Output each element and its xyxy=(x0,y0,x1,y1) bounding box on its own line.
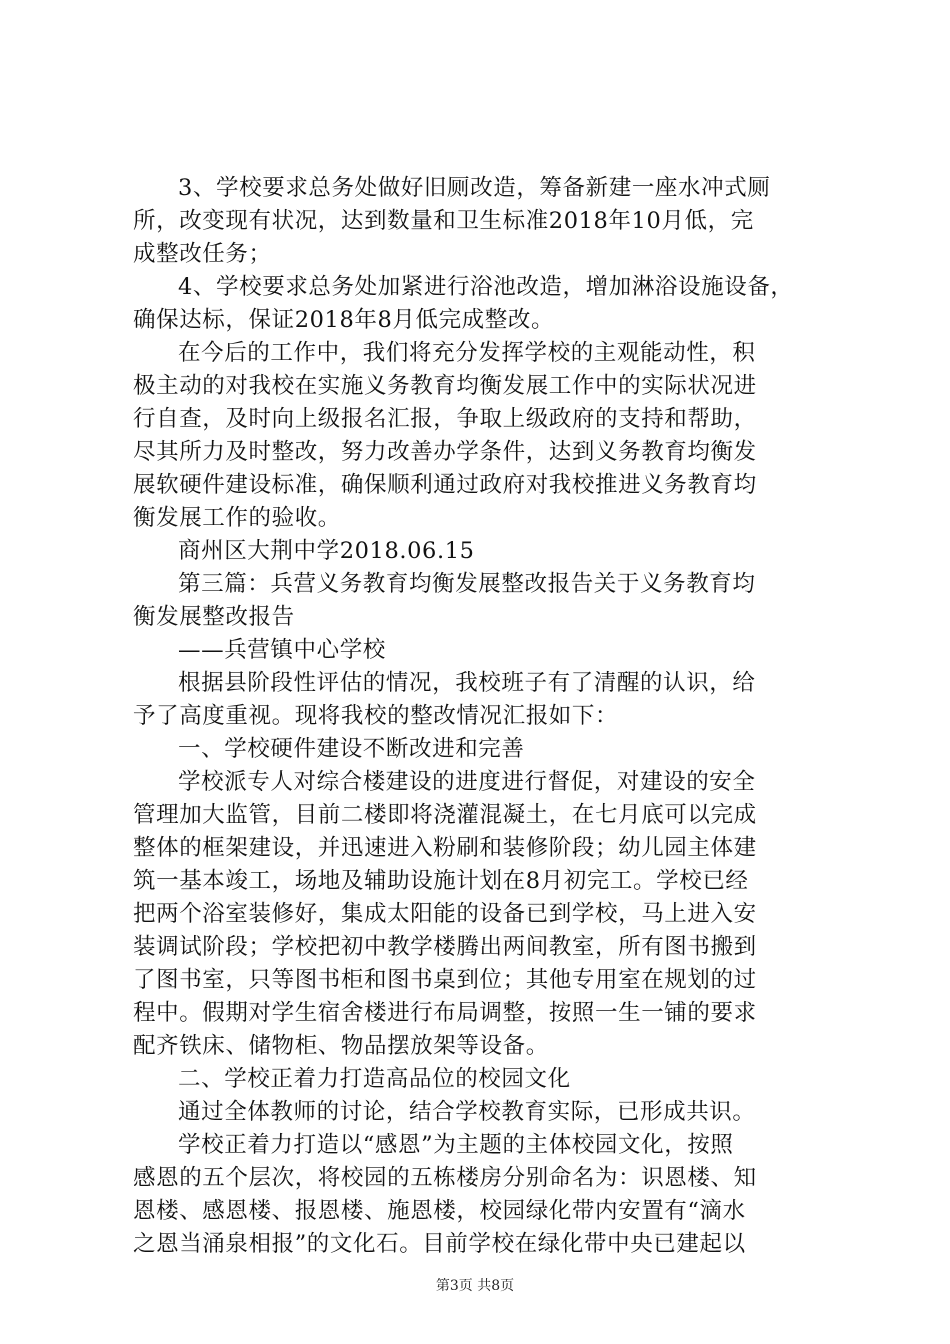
text-line: 整体的框架建设，并迅速进入粉刷和装修阶段；幼儿园主体建 xyxy=(133,835,757,861)
text-line: 之恩当涌泉相报”的文化石。目前学校在绿化带中央已建起以 xyxy=(133,1231,746,1257)
text-line: 3、学校要求总务处做好旧厕改造，筹备新建一座水冲式厕 xyxy=(178,175,771,201)
text-line: 成整改任务； xyxy=(133,241,272,267)
text-line: 展软硬件建设标准，确保顺利通过政府对我校推进义务教育均 xyxy=(133,472,757,498)
text-line: 恩楼、感恩楼、报恩楼、施恩楼，校园绿化带内安置有“滴水 xyxy=(133,1198,746,1224)
text-line: 把两个浴室装修好，集成太阳能的设备已到学校，马上进入安 xyxy=(133,901,757,927)
text-line: 学校正着力打造以“感恩”为主题的主体校园文化，按照 xyxy=(178,1132,734,1158)
text-line: 程中。假期对学生宿舍楼进行布局调整，按照一生一铺的要求 xyxy=(133,1000,757,1026)
text-line: 感恩的五个层次，将校园的五栋楼房分别命名为：识恩楼、知 xyxy=(133,1165,757,1191)
section-title: 衡发展整改报告 xyxy=(133,604,295,630)
text-line: 行自查，及时向上级报名汇报，争取上级政府的支持和帮助， xyxy=(133,406,757,432)
text-line: 尽其所力及时整改，努力改善办学条件，达到义务教育均衡发 xyxy=(133,439,757,465)
text-line: 了图书室，只等图书柜和图书桌到位；其他专用室在规划的过 xyxy=(133,967,757,993)
text-line: 极主动的对我校在实施义务教育均衡发展工作中的实际状况进 xyxy=(133,373,757,399)
text-line: 管理加大监管，目前二楼即将浇灌混凝土，在七月底可以完成 xyxy=(133,802,757,828)
text-line: 通过全体教师的讨论，结合学校教育实际，已形成共识。 xyxy=(178,1099,756,1125)
section-title: 第三篇：兵营义务教育均衡发展整改报告关于义务教育均 xyxy=(178,571,756,597)
text-line: 4、学校要求总务处加紧进行浴池改造，增加淋浴设施设备， xyxy=(178,274,794,300)
text-line: 学校派专人对综合楼建设的进度进行督促，对建设的安全 xyxy=(178,769,756,795)
text-line: 所，改变现有状况，达到数量和卫生标准2018年10月低，完 xyxy=(133,208,754,234)
text-line: 在今后的工作中，我们将充分发挥学校的主观能动性，积 xyxy=(178,340,756,366)
text-line: 根据县阶段性评估的情况，我校班子有了清醒的认识，给 xyxy=(178,670,756,696)
author-line: ——兵营镇中心学校 xyxy=(178,637,386,663)
heading-line: 一、学校硬件建设不断改进和完善 xyxy=(178,736,525,762)
text-line: 衡发展工作的验收。 xyxy=(133,505,341,531)
text-line: 配齐铁床、储物柜、物品摆放架等设备。 xyxy=(133,1033,549,1059)
text-line: 筑一基本竣工，场地及辅助设施计划在8月初完工。学校已经 xyxy=(133,868,749,894)
heading-line: 二、学校正着力打造高品位的校园文化 xyxy=(178,1066,571,1092)
signature-line: 商州区大荆中学2018.06.15 xyxy=(178,538,475,564)
page-number-footer: 第3页 共8页 xyxy=(435,1278,515,1294)
text-line: 予了高度重视。现将我校的整改情况汇报如下： xyxy=(133,703,619,729)
text-line: 确保达标，保证2018年8月低完成整改。 xyxy=(133,307,555,333)
text-line: 装调试阶段；学校把初中教学楼腾出两间教室，所有图书搬到 xyxy=(133,934,757,960)
